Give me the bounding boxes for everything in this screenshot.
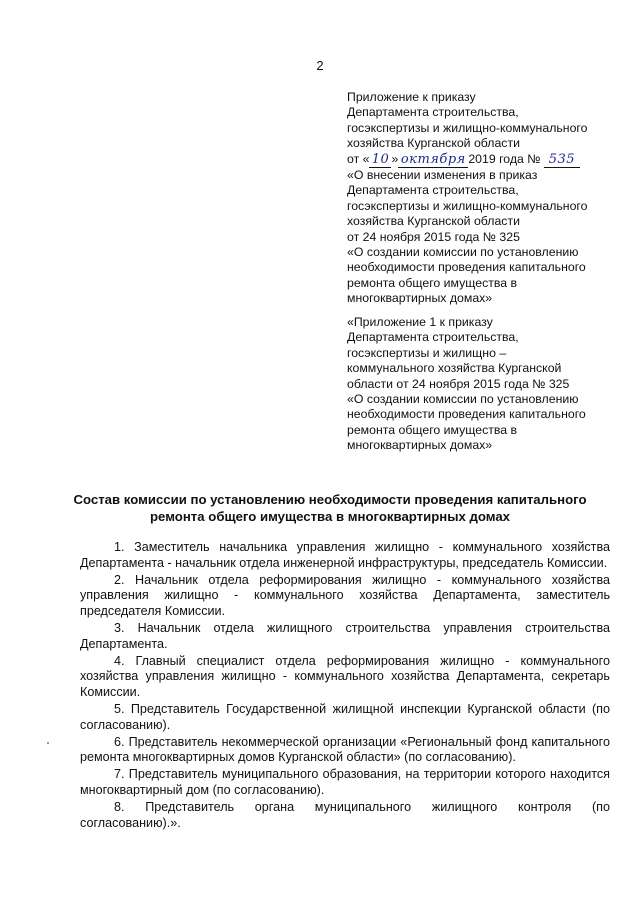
appendix-line: коммунального хозяйства Курганской (347, 361, 562, 376)
appendix-header (347, 90, 617, 307)
handwritten-order-number: 535 (544, 152, 580, 168)
list-item: 2. Начальник отдела реформирования жилищно - коммунального хозяйства управления жилищно - коммунального хозяйства Департамента, заместитель председателя Комиссии. (80, 572, 610, 619)
appendix-line: необходимости проведения капитального (347, 407, 586, 422)
appendix-line: «О создании комиссии по установлению (347, 392, 579, 407)
appendix-line: ремонта общего имущества в (347, 275, 518, 290)
date-prefix: от « (347, 151, 370, 166)
title-line: ремонта общего имущества в многоквартирных домах (149, 509, 511, 524)
list-item: 8. Представитель органа муниципального жилищного контроля (по согласованию).». (80, 799, 610, 830)
appendix-line: от 24 ноября 2015 года № 325 (347, 229, 520, 244)
appendix-line: «Приложение 1 к приказу (347, 315, 493, 329)
appendix-line: Приложение к приказу (347, 90, 476, 104)
list-item: 4. Главный специалист отдела реформирования жилищно - коммунального хозяйства управления жилищно - коммунального хозяйства Департамента, секретарь Комиссии. (80, 653, 610, 700)
list-item: 5. Представитель Государственной жилищной инспекции Курганской области (по согласованию). (80, 701, 610, 732)
appendix-line: Департамента строительства, (347, 330, 519, 345)
page-number: 2 (316, 58, 324, 73)
appendix-line: области от 24 ноября 2015 года № 325 (347, 376, 570, 391)
appendix-line: госэкспертизы и жилищно – (347, 345, 507, 360)
appendix-line: ремонта общего имущества в (347, 422, 518, 437)
list-item: 6. Представитель некоммерческой организации «Региональный фонд капитального ремонта многоквартирных домов Курганской области» (по согласованию). (80, 734, 610, 765)
appendix-line: необходимости проведения капитального (347, 260, 586, 275)
list-item: 3. Начальник отдела жилищного строительства управления строительства Департамента. (80, 620, 610, 651)
appendix-date-line (347, 152, 617, 168)
date-quote-close: » (391, 151, 399, 166)
list-item: 7. Представитель муниципального образования, на территории которого находится многоквартирный дом (по согласованию). (80, 767, 610, 797)
handwritten-month: октября (398, 152, 468, 168)
appendix-line: хозяйства Курганской области (347, 136, 520, 151)
appendix-line: госэкспертизы и жилищно-коммунального (347, 198, 588, 213)
appendix-line: многоквартирных домах» (347, 291, 493, 306)
handwritten-day: 10 (369, 152, 391, 168)
document-title (60, 491, 600, 525)
appendix-line: «О создании комиссии по установлению (347, 245, 579, 260)
appendix-line: «О внесении изменения в приказ (347, 168, 538, 183)
appendix-quoted-header (347, 315, 617, 454)
appendix-line: хозяйства Курганской области (347, 214, 520, 229)
title-line: Состав комиссии по установлению необходимости проведения капитального (73, 492, 587, 507)
list-item: 1. Заместитель начальника управления жилищно - коммунального хозяйства Департамента - начальник отдела инженерной инфраструктуры, председатель Комиссии. (80, 540, 610, 570)
commission-members-list (80, 540, 610, 832)
appendix-line: госэкспертизы и жилищно-коммунального (347, 120, 588, 135)
scan-dot (47, 742, 49, 744)
appendix-line: Департамента строительства, (347, 183, 519, 198)
appendix-line: Департамента строительства, (347, 105, 519, 120)
appendix-line: многоквартирных домах» (347, 438, 493, 453)
date-year: 2019 года № (468, 151, 541, 166)
